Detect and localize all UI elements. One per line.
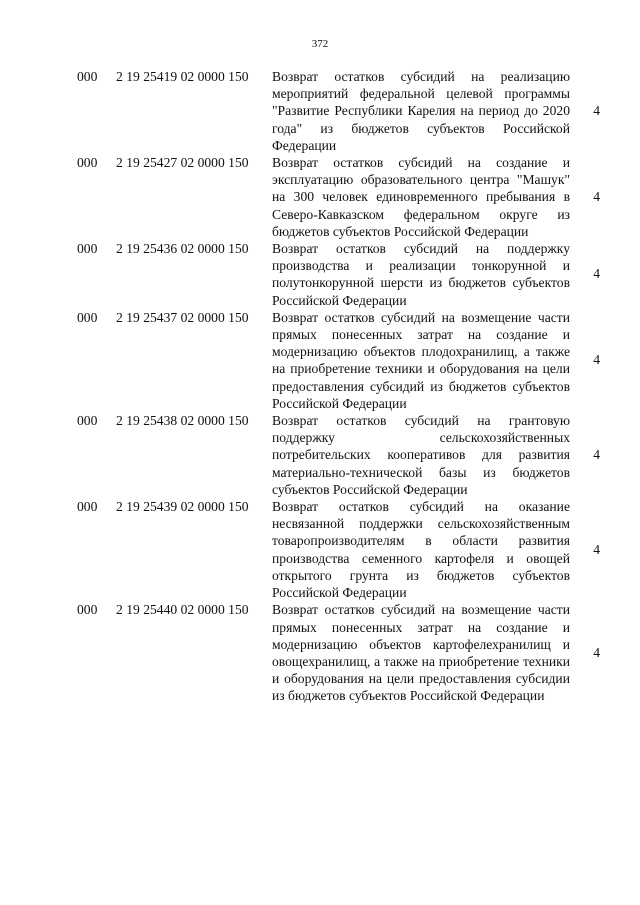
budget-code: 2 19 25427 02 0000 150 (116, 155, 249, 171)
budget-code: 2 19 25438 02 0000 150 (116, 413, 249, 429)
column-value: 4 (593, 189, 600, 205)
page-number: 372 (311, 38, 329, 50)
column-value: 4 (593, 103, 600, 118)
admin-code: 000 (77, 602, 98, 618)
description: Возврат остатков субсидий на возмещение части прямых понесенных затрат на создание и модернизацию объектов плодохранилищ, а также на приобретение техники и оборудования на цели предоставления субсидий из бюджетов субъектов Российской Федерации (272, 309, 570, 411)
budget-code: 2 19 25436 02 0000 150 (116, 241, 249, 257)
column-value: 4 (593, 644, 600, 660)
column-value: 4 (593, 352, 600, 368)
budget-code: 2 19 25437 02 0000 150 (116, 309, 249, 325)
table-row (0, 240, 640, 309)
table-row (0, 498, 640, 601)
admin-code: 000 (77, 309, 98, 325)
budget-code: 2 19 25440 02 0000 150 (116, 602, 249, 618)
admin-code: 000 (77, 69, 98, 84)
admin-code: 000 (77, 499, 98, 515)
table-row (0, 68, 640, 154)
description: Возврат остатков субсидий на возмещение части прямых понесенных затрат на создание и модернизацию объектов картофелехранилищ и овощехранилищ, а также на приобретение техники и оборудования на цели предоставления субсидии из бюджетов субъектов Российской Федерации (272, 602, 570, 704)
description: Возврат остатков субсидий на реализацию мероприятий федеральной целевой программы "Развитие Республики Карелия на период до 2020 года" из бюджетов субъектов Российской Федерации (272, 69, 570, 153)
budget-code: 2 19 25439 02 0000 150 (116, 499, 249, 515)
description: Возврат остатков субсидий на поддержку производства и реализации тонкорунной и полутонкорунной шерсти из бюджетов субъектов Российской Федерации (272, 241, 570, 308)
description: Возврат остатков субсидий на оказание несвязанной поддержки сельскохозяйственным товаропроизводителям в области развития производства семенного картофеля и овощей открытого грунта из бюджетов субъектов Российской Федерации (272, 499, 570, 601)
admin-code: 000 (77, 241, 98, 257)
budget-code: 2 19 25419 02 0000 150 (116, 69, 249, 84)
table-row (0, 309, 640, 412)
description: Возврат остатков субсидий на грантовую поддержку сельскохозяйственных потребительских кооперативов для развития материально-технической базы из бюджетов субъектов Российской Федерации (272, 413, 570, 497)
description: Возврат остатков субсидий на создание и эксплуатацию образовательного центра "Машук" на 300 человек единовременного пребывания в Северо-Кавказском федеральном округе из бюджетов субъектов Российской Федерации (272, 155, 570, 239)
admin-code: 000 (77, 155, 98, 171)
table-row (0, 601, 640, 704)
admin-code: 000 (77, 413, 98, 429)
table-row (0, 412, 640, 498)
column-value: 4 (593, 447, 600, 463)
column-value: 4 (593, 541, 600, 557)
budget-code-table (0, 68, 640, 705)
table-row (0, 154, 640, 240)
column-value: 4 (593, 266, 600, 282)
